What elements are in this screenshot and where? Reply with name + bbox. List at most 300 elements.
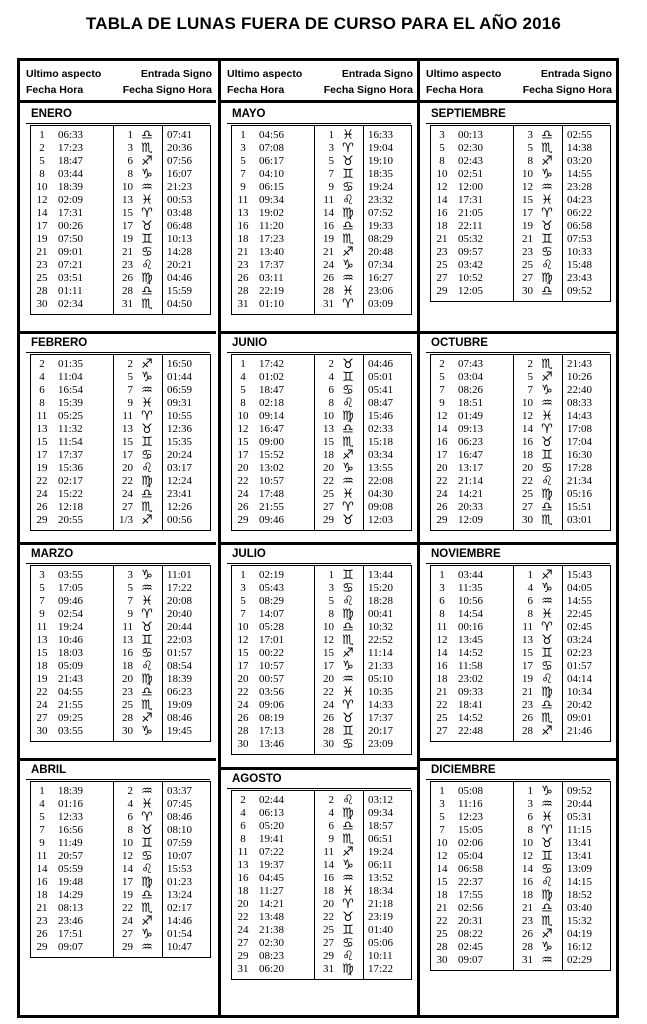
entry-day: 18	[522, 889, 533, 901]
entry-time: 02:55	[567, 129, 593, 141]
month-name: NOVIEMBRE	[431, 548, 501, 560]
zodiac-sign-icon: ♏	[141, 141, 153, 156]
zodiac-sign-icon: ♉	[342, 910, 354, 925]
aspect-day: 18	[436, 889, 448, 901]
entry-time: 19:24	[368, 846, 394, 858]
aspect-time: 17:37	[259, 259, 285, 271]
zodiac-sign-icon: ♑	[141, 370, 153, 385]
aspect-time: 08:19	[259, 712, 285, 724]
entry-time: 06:58	[567, 220, 593, 232]
month-table	[430, 781, 611, 971]
aspect-day: 21	[436, 686, 448, 698]
aspect-time: 17:31	[58, 207, 84, 219]
entry-day: 9	[328, 181, 334, 193]
entry-day: 5	[328, 595, 334, 607]
column-header	[26, 66, 212, 102]
entry-day: 21	[522, 233, 533, 245]
entry-time: 22:08	[368, 475, 394, 487]
aspect-time: 21:05	[458, 207, 484, 219]
zodiac-sign-icon: ♉	[342, 513, 354, 528]
entry-day: 28	[522, 725, 533, 737]
aspect-time: 22:37	[458, 876, 484, 888]
entry-day: 8	[527, 608, 533, 620]
entry-time: 23:41	[167, 488, 193, 500]
entry-day: 4	[127, 798, 133, 810]
entry-day: 17	[122, 876, 133, 888]
zodiac-sign-icon: ♈	[541, 620, 553, 635]
aspect-time: 22:48	[458, 725, 484, 737]
entry-day: 10	[323, 621, 334, 633]
aspect-day: 5	[240, 155, 246, 167]
aspect-day: 11	[36, 410, 48, 422]
aspect-time: 11:32	[58, 423, 83, 435]
column-divider	[162, 782, 163, 957]
zodiac-sign-icon: ♏	[342, 633, 354, 648]
aspect-day: 15	[36, 647, 48, 659]
zodiac-sign-icon: ♐	[541, 568, 553, 583]
entry-time: 23:19	[368, 911, 394, 923]
aspect-time: 13:02	[259, 462, 285, 474]
zodiac-sign-icon: ♐	[342, 646, 354, 661]
entry-time: 07:52	[368, 207, 394, 219]
entry-day: 20	[323, 898, 334, 910]
entry-time: 15:48	[567, 259, 593, 271]
entry-time: 19:09	[167, 699, 193, 711]
aspect-day: 25	[436, 712, 448, 724]
aspect-day: 25	[436, 259, 448, 271]
entry-time: 13:41	[567, 837, 593, 849]
entry-day: 2	[127, 358, 133, 370]
entry-day: 26	[323, 712, 334, 724]
aspect-day: 11	[36, 850, 48, 862]
aspect-day: 28	[237, 725, 249, 737]
entry-time: 04:46	[368, 358, 394, 370]
entry-time: 21:46	[567, 725, 593, 737]
entry-time: 21:43	[567, 358, 593, 370]
aspect-time: 23:46	[58, 915, 84, 927]
entry-time: 13:44	[368, 569, 394, 581]
aspect-day: 7	[439, 824, 445, 836]
entry-time: 22:52	[368, 634, 394, 646]
aspect-day: 12	[36, 194, 48, 206]
entry-time: 15:53	[167, 863, 193, 875]
aspect-day: 17	[436, 449, 448, 461]
aspect-day: 29	[436, 514, 448, 526]
aspect-day: 25	[36, 272, 48, 284]
entry-day: 6	[127, 811, 133, 823]
entry-time: 14:43	[567, 410, 593, 422]
entry-time: 09:34	[368, 807, 394, 819]
aspect-time: 01:11	[58, 285, 83, 297]
column-divider	[562, 782, 563, 970]
entry-day: 26	[122, 272, 133, 284]
entry-time: 20:08	[167, 595, 193, 607]
entry-day: 11	[323, 846, 334, 858]
zodiac-sign-icon: ♐	[141, 513, 153, 528]
zodiac-sign-icon: ♏	[141, 500, 153, 515]
zodiac-sign-icon: ♊	[342, 167, 354, 182]
header-fecha-signo-hora: Fecha Signo Hora	[323, 84, 413, 96]
entry-time: 03:34	[368, 449, 394, 461]
aspect-time: 05:20	[259, 820, 285, 832]
entry-day: 10	[122, 181, 133, 193]
entry-time: 16:33	[368, 129, 394, 141]
aspect-time: 09:00	[259, 436, 285, 448]
entry-day: 7	[127, 595, 133, 607]
entry-day: 11	[522, 621, 533, 633]
zodiac-sign-icon: ♋	[342, 383, 354, 398]
entry-day: 2	[328, 358, 334, 370]
entry-time: 14:28	[167, 246, 193, 258]
aspect-time: 00:57	[259, 673, 285, 685]
aspect-time: 02:19	[259, 569, 285, 581]
zodiac-sign-icon: ♌	[141, 862, 153, 877]
aspect-time: 07:50	[58, 233, 84, 245]
header-divider	[221, 100, 417, 103]
aspect-time: 13:48	[259, 911, 285, 923]
zodiac-sign-icon: ♊	[141, 435, 153, 450]
zodiac-sign-icon: ♑	[141, 927, 153, 942]
month-table	[430, 354, 611, 531]
aspect-time: 05:08	[458, 785, 484, 797]
aspect-day: 25	[436, 928, 448, 940]
aspect-day: 12	[436, 850, 448, 862]
zodiac-sign-icon: ♊	[342, 370, 354, 385]
aspect-time: 12:18	[58, 501, 84, 513]
aspect-time: 21:55	[58, 699, 84, 711]
zodiac-sign-icon: ♎	[541, 128, 553, 143]
aspect-time: 14:07	[259, 608, 285, 620]
zodiac-sign-icon: ♍	[141, 474, 153, 489]
entry-day: 31	[122, 298, 133, 310]
entry-day: 17	[522, 660, 533, 672]
zodiac-sign-icon: ♓	[342, 884, 354, 899]
zodiac-sign-icon: ♐	[541, 370, 553, 385]
aspect-day: 9	[39, 608, 45, 620]
month-underline	[227, 563, 411, 564]
entry-time: 00:41	[368, 608, 394, 620]
aspect-time: 08:13	[58, 902, 84, 914]
zodiac-sign-icon: ♋	[541, 461, 553, 476]
aspect-day: 23	[36, 259, 48, 271]
aspect-time: 14:52	[458, 647, 484, 659]
aspect-time: 02:43	[458, 155, 484, 167]
column-divider	[113, 126, 114, 314]
column-divider	[513, 782, 514, 970]
aspect-day: 20	[436, 462, 448, 474]
aspect-day: 26	[436, 501, 448, 513]
zodiac-sign-icon: ♐	[541, 154, 553, 169]
aspect-time: 07:08	[259, 142, 285, 154]
zodiac-sign-icon: ♌	[141, 258, 153, 273]
zodiac-sign-icon: ♊	[342, 724, 354, 739]
aspect-day: 17	[36, 449, 48, 461]
aspect-day: 20	[237, 462, 249, 474]
zodiac-sign-icon: ♍	[141, 672, 153, 687]
entry-day: 5	[527, 371, 533, 383]
aspect-time: 00:22	[259, 647, 285, 659]
aspect-time: 09:14	[259, 410, 285, 422]
zodiac-sign-icon: ♒	[342, 672, 354, 687]
entry-day: 1/3	[119, 514, 134, 526]
entry-time: 05:31	[567, 811, 593, 823]
column-divider	[113, 782, 114, 957]
month-underline	[227, 352, 411, 353]
column-1	[20, 61, 216, 1015]
aspect-day: 4	[240, 807, 246, 819]
entry-time: 01:40	[368, 924, 394, 936]
aspect-time: 09:13	[458, 423, 484, 435]
zodiac-sign-icon: ♏	[541, 914, 553, 929]
aspect-day: 14	[36, 863, 48, 875]
entry-day: 27	[323, 937, 334, 949]
entry-time: 08:10	[167, 824, 193, 836]
aspect-time: 18:47	[259, 384, 285, 396]
aspect-time: 11:54	[58, 436, 83, 448]
aspect-time: 17:51	[58, 928, 84, 940]
aspect-day: 17	[36, 220, 48, 232]
entry-time: 16:27	[368, 272, 394, 284]
aspect-time: 19:24	[58, 621, 84, 633]
aspect-time: 03:44	[458, 569, 484, 581]
entry-time: 10:13	[167, 233, 193, 245]
entry-time: 01:44	[167, 371, 193, 383]
aspect-day: 18	[237, 233, 249, 245]
entry-time: 07:59	[167, 837, 193, 849]
entry-day: 19	[122, 233, 133, 245]
entry-time: 11:15	[567, 824, 592, 836]
aspect-time: 09:07	[458, 954, 484, 966]
zodiac-sign-icon: ♐	[541, 927, 553, 942]
zodiac-sign-icon: ♌	[342, 396, 354, 411]
aspect-time: 15:36	[58, 462, 84, 474]
entry-day: 2	[328, 794, 334, 806]
month-name: MARZO	[31, 548, 74, 560]
zodiac-sign-icon: ♑	[541, 581, 553, 596]
aspect-day: 24	[237, 699, 249, 711]
entry-time: 20:42	[567, 699, 593, 711]
aspect-day: 2	[439, 358, 445, 370]
entry-time: 04:23	[567, 194, 593, 206]
entry-day: 28	[122, 285, 133, 297]
aspect-time: 00:13	[458, 129, 484, 141]
aspect-day: 3	[439, 129, 445, 141]
entry-time: 20:24	[167, 449, 193, 461]
entry-time: 03:20	[567, 155, 593, 167]
aspect-time: 02:34	[58, 298, 84, 310]
aspect-time: 18:41	[458, 699, 484, 711]
zodiac-sign-icon: ♎	[141, 487, 153, 502]
aspect-day: 15	[36, 436, 48, 448]
entry-time: 02:23	[567, 647, 593, 659]
entry-day: 22	[323, 911, 334, 923]
entry-day: 15	[522, 194, 533, 206]
aspect-day: 5	[439, 811, 445, 823]
entry-time: 17:28	[567, 462, 593, 474]
zodiac-sign-icon: ♌	[541, 258, 553, 273]
aspect-day: 12	[237, 634, 249, 646]
zodiac-sign-icon: ♎	[141, 685, 153, 700]
aspect-day: 1	[39, 129, 45, 141]
entry-day: 28	[122, 712, 133, 724]
entry-day: 15	[522, 647, 533, 659]
aspect-day: 2	[240, 794, 246, 806]
aspect-time: 05:25	[58, 410, 84, 422]
column-2	[218, 61, 417, 1015]
aspect-time: 09:06	[259, 699, 285, 711]
aspect-day: 23	[237, 259, 249, 271]
aspect-time: 03:44	[58, 168, 84, 180]
aspect-time: 18:51	[458, 397, 484, 409]
entry-time: 10:07	[167, 850, 193, 862]
zodiac-sign-icon: ♉	[342, 357, 354, 372]
entry-day: 5	[527, 142, 533, 154]
entry-day: 8	[127, 824, 133, 836]
zodiac-sign-icon: ♐	[342, 845, 354, 860]
entry-time: 21:18	[368, 898, 394, 910]
zodiac-sign-icon: ♓	[141, 193, 153, 208]
entry-time: 01:54	[167, 928, 193, 940]
aspect-day: 21	[36, 902, 48, 914]
column-divider	[562, 566, 563, 741]
aspect-time: 17:01	[259, 634, 285, 646]
zodiac-sign-icon: ♈	[541, 206, 553, 221]
aspect-time: 13:45	[458, 634, 484, 646]
entry-day: 3	[127, 569, 133, 581]
column-divider	[513, 355, 514, 530]
zodiac-sign-icon: ♊	[541, 849, 553, 864]
entry-day: 11	[323, 194, 334, 206]
aspect-day: 18	[36, 660, 48, 672]
aspect-time: 04:56	[259, 129, 285, 141]
aspect-time: 15:39	[58, 397, 84, 409]
entry-time: 07:34	[368, 259, 394, 271]
entry-time: 15:32	[567, 915, 593, 927]
header-entrada-signo: Entrada Signo	[140, 68, 212, 80]
zodiac-sign-icon: ♊	[141, 633, 153, 648]
zodiac-sign-icon: ♓	[342, 284, 354, 299]
zodiac-sign-icon: ♋	[141, 448, 153, 463]
aspect-time: 09:25	[58, 712, 84, 724]
zodiac-sign-icon: ♍	[141, 875, 153, 890]
header-fecha-signo-hora: Fecha Signo Hora	[522, 84, 612, 96]
aspect-time: 15:05	[458, 824, 484, 836]
zodiac-sign-icon: ♐	[141, 154, 153, 169]
aspect-time: 09:01	[58, 246, 84, 258]
entry-day: 16	[522, 876, 533, 888]
aspect-day: 31	[237, 963, 249, 975]
month-underline	[426, 779, 610, 780]
aspect-day: 29	[237, 950, 249, 962]
aspect-time: 11:35	[458, 582, 483, 594]
entry-day: 31	[522, 954, 533, 966]
entry-day: 16	[522, 436, 533, 448]
entry-day: 14	[522, 863, 533, 875]
column-divider	[162, 355, 163, 530]
aspect-day: 22	[237, 911, 249, 923]
entry-time: 02:17	[167, 902, 193, 914]
entry-day: 25	[323, 488, 334, 500]
entry-time: 17:22	[167, 582, 193, 594]
aspect-time: 23:02	[458, 673, 484, 685]
aspect-time: 02:18	[259, 397, 285, 409]
aspect-day: 8	[39, 168, 45, 180]
aspect-time: 03:55	[58, 725, 84, 737]
entry-time: 08:33	[567, 397, 593, 409]
entry-time: 14:46	[167, 915, 193, 927]
moon-table	[17, 58, 619, 1018]
entry-time: 04:19	[567, 928, 593, 940]
entry-day: 22	[323, 686, 334, 698]
column-divider	[162, 126, 163, 314]
month-name: JULIO	[232, 548, 266, 560]
entry-time: 09:52	[567, 285, 593, 297]
entry-day: 21	[323, 246, 334, 258]
zodiac-sign-icon: ♎	[541, 500, 553, 515]
aspect-time: 13:17	[458, 462, 484, 474]
entry-day: 3	[328, 582, 334, 594]
aspect-day: 22	[36, 475, 48, 487]
zodiac-sign-icon: ♓	[342, 487, 354, 502]
entry-day: 1	[127, 129, 133, 141]
zodiac-sign-icon: ♌	[141, 461, 153, 476]
zodiac-sign-icon: ♊	[342, 923, 354, 938]
entry-time: 09:01	[567, 712, 593, 724]
zodiac-sign-icon: ♎	[541, 901, 553, 916]
month-separator	[20, 758, 216, 761]
aspect-time: 16:47	[259, 423, 285, 435]
aspect-time: 20:31	[458, 915, 484, 927]
entry-time: 03:37	[167, 785, 193, 797]
aspect-day: 21	[237, 246, 249, 258]
entry-day: 8	[527, 824, 533, 836]
zodiac-sign-icon: ♋	[342, 581, 354, 596]
aspect-day: 17	[237, 449, 249, 461]
zodiac-sign-icon: ♊	[342, 568, 354, 583]
aspect-time: 17:55	[458, 889, 484, 901]
aspect-time: 06:17	[259, 155, 285, 167]
aspect-day: 26	[36, 501, 48, 513]
aspect-time: 02:30	[259, 937, 285, 949]
zodiac-sign-icon: ♊	[541, 646, 553, 661]
zodiac-sign-icon: ♏	[541, 711, 553, 726]
zodiac-sign-icon: ♍	[342, 409, 354, 424]
aspect-day: 5	[39, 811, 45, 823]
entry-time: 07:53	[567, 233, 593, 245]
entry-day: 23	[122, 686, 133, 698]
aspect-time: 01:49	[458, 410, 484, 422]
month-separator	[420, 758, 616, 761]
header-ultimo-aspecto: Ultimo aspecto	[26, 68, 102, 80]
zodiac-sign-icon: ♒	[342, 871, 354, 886]
aspect-day: 2	[39, 142, 45, 154]
entry-time: 01:23	[167, 876, 193, 888]
entry-day: 22	[122, 902, 133, 914]
entry-time: 05:16	[567, 488, 593, 500]
entry-day: 11	[122, 621, 133, 633]
entry-day: 12	[122, 850, 133, 862]
aspect-day: 8	[240, 397, 246, 409]
aspect-day: 22	[436, 475, 448, 487]
zodiac-sign-icon: ♐	[342, 448, 354, 463]
entry-time: 07:41	[167, 129, 193, 141]
aspect-time: 03:42	[458, 259, 484, 271]
entry-day: 13	[122, 423, 133, 435]
entry-time: 23:06	[368, 285, 394, 297]
aspect-time: 05:04	[458, 850, 484, 862]
entry-time: 04:30	[368, 488, 394, 500]
zodiac-sign-icon: ♒	[541, 953, 553, 968]
